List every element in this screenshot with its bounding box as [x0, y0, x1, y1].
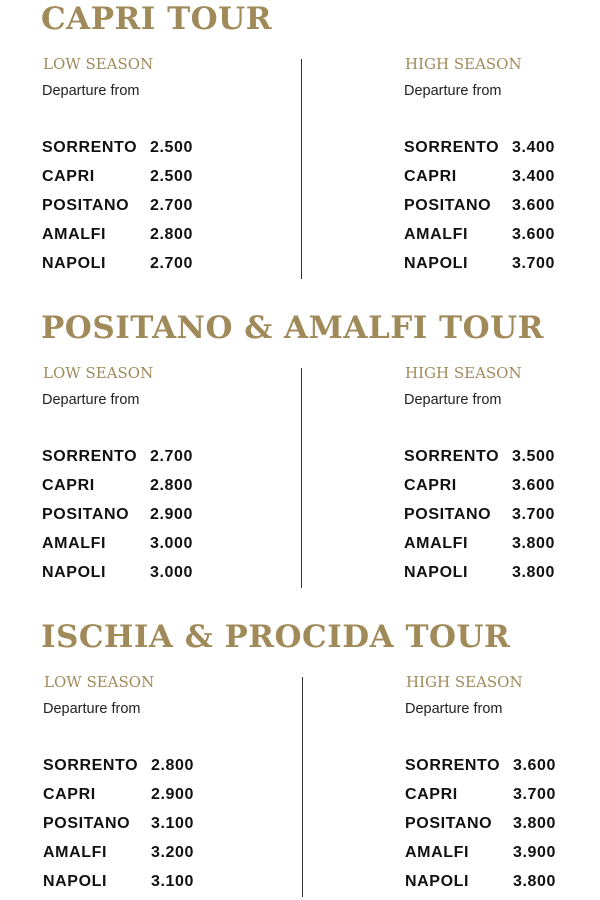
city-name: POSITANO: [405, 815, 493, 832]
price-list: [405, 751, 600, 896]
city-name: SORRENTO: [42, 139, 138, 156]
price-row: [404, 191, 600, 220]
city-name: NAPOLI: [42, 564, 107, 581]
departure-label: Departure from: [42, 392, 140, 408]
price-row: [42, 162, 242, 191]
price-row: [42, 249, 242, 278]
price-row: [43, 838, 243, 867]
tour-title: ISCHIA & PROCIDA TOUR: [41, 619, 511, 655]
low-season-column: [43, 672, 243, 896]
price-list: [404, 133, 600, 278]
departure-label: Departure from: [42, 83, 140, 99]
price-row: [42, 133, 242, 162]
price-row: [42, 191, 242, 220]
city-name: NAPOLI: [404, 255, 469, 272]
price-value: 2.500: [150, 139, 194, 156]
price-row: [404, 133, 600, 162]
city-name: AMALFI: [404, 535, 469, 552]
city-name: SORRENTO: [43, 757, 139, 774]
season-label: LOW SEASON: [43, 364, 154, 382]
price-row: [405, 780, 600, 809]
price-list: [404, 442, 600, 587]
price-value: 2.900: [151, 786, 195, 803]
price-row: [42, 471, 242, 500]
price-row: [405, 751, 600, 780]
city-name: POSITANO: [43, 815, 131, 832]
price-value: 2.700: [150, 448, 194, 465]
price-value: 2.900: [150, 506, 194, 523]
price-value: 2.800: [150, 477, 194, 494]
city-name: NAPOLI: [404, 564, 469, 581]
price-value: 3.700: [512, 255, 556, 272]
city-name: CAPRI: [43, 786, 96, 803]
city-name: SORRENTO: [404, 139, 500, 156]
price-row: [405, 838, 600, 867]
price-row: [405, 809, 600, 838]
city-name: NAPOLI: [43, 873, 108, 890]
high-season-column: [405, 672, 600, 896]
price-value: 3.800: [512, 564, 556, 581]
city-name: AMALFI: [42, 535, 107, 552]
price-value: 3.000: [150, 535, 194, 552]
city-name: POSITANO: [42, 506, 130, 523]
price-value: 2.500: [150, 168, 194, 185]
price-row: [404, 249, 600, 278]
column-divider: [301, 59, 302, 279]
departure-label: Departure from: [405, 701, 503, 717]
departure-label: Departure from: [404, 83, 502, 99]
season-label: HIGH SEASON: [405, 364, 522, 382]
price-value: 2.800: [151, 757, 195, 774]
price-row: [404, 529, 600, 558]
departure-label: Departure from: [404, 392, 502, 408]
price-row: [404, 162, 600, 191]
tour-title: POSITANO & AMALFI TOUR: [41, 310, 544, 346]
price-row: [42, 220, 242, 249]
price-row: [42, 500, 242, 529]
price-row: [42, 529, 242, 558]
price-value: 2.700: [150, 197, 194, 214]
high-season-column: [404, 54, 600, 278]
price-value: 2.700: [150, 255, 194, 272]
column-divider: [301, 368, 302, 588]
city-name: AMALFI: [404, 226, 469, 243]
price-value: 3.200: [151, 844, 195, 861]
city-name: SORRENTO: [404, 448, 500, 465]
price-row: [43, 867, 243, 896]
price-value: 3.400: [512, 168, 556, 185]
city-name: CAPRI: [42, 477, 95, 494]
price-row: [42, 442, 242, 471]
price-value: 2.800: [150, 226, 194, 243]
city-name: POSITANO: [404, 197, 492, 214]
city-name: CAPRI: [404, 477, 457, 494]
price-value: 3.100: [151, 815, 195, 832]
city-name: CAPRI: [404, 168, 457, 185]
price-row: [404, 500, 600, 529]
departure-label: Departure from: [43, 701, 141, 717]
season-label: LOW SEASON: [44, 673, 155, 691]
city-name: SORRENTO: [42, 448, 138, 465]
price-value: 3.100: [151, 873, 195, 890]
price-value: 3.800: [513, 815, 557, 832]
tour-title: CAPRI TOUR: [41, 1, 272, 37]
price-value: 3.800: [513, 873, 557, 890]
high-season-column: [404, 363, 600, 587]
price-value: 3.900: [513, 844, 557, 861]
price-row: [404, 220, 600, 249]
price-value: 3.700: [513, 786, 557, 803]
price-row: [404, 558, 600, 587]
price-row: [404, 442, 600, 471]
city-name: AMALFI: [43, 844, 108, 861]
city-name: CAPRI: [405, 786, 458, 803]
price-value: 3.400: [512, 139, 556, 156]
price-value: 3.600: [513, 757, 557, 774]
price-value: 3.700: [512, 506, 556, 523]
price-row: [404, 471, 600, 500]
city-name: AMALFI: [42, 226, 107, 243]
price-list: [42, 133, 242, 278]
price-list: [43, 751, 243, 896]
price-value: 3.800: [512, 535, 556, 552]
price-row: [43, 751, 243, 780]
city-name: SORRENTO: [405, 757, 501, 774]
city-name: POSITANO: [404, 506, 492, 523]
price-row: [43, 809, 243, 838]
price-row: [405, 867, 600, 896]
low-season-column: [42, 54, 242, 278]
city-name: NAPOLI: [42, 255, 107, 272]
price-value: 3.600: [512, 226, 556, 243]
low-season-column: [42, 363, 242, 587]
city-name: NAPOLI: [405, 873, 470, 890]
price-value: 3.000: [150, 564, 194, 581]
season-label: HIGH SEASON: [405, 55, 522, 73]
season-label: LOW SEASON: [43, 55, 154, 73]
price-list: [42, 442, 242, 587]
season-label: HIGH SEASON: [406, 673, 523, 691]
city-name: AMALFI: [405, 844, 470, 861]
city-name: CAPRI: [42, 168, 95, 185]
price-row: [42, 558, 242, 587]
price-value: 3.600: [512, 477, 556, 494]
price-row: [43, 780, 243, 809]
column-divider: [302, 677, 303, 897]
price-value: 3.500: [512, 448, 556, 465]
price-value: 3.600: [512, 197, 556, 214]
city-name: POSITANO: [42, 197, 130, 214]
